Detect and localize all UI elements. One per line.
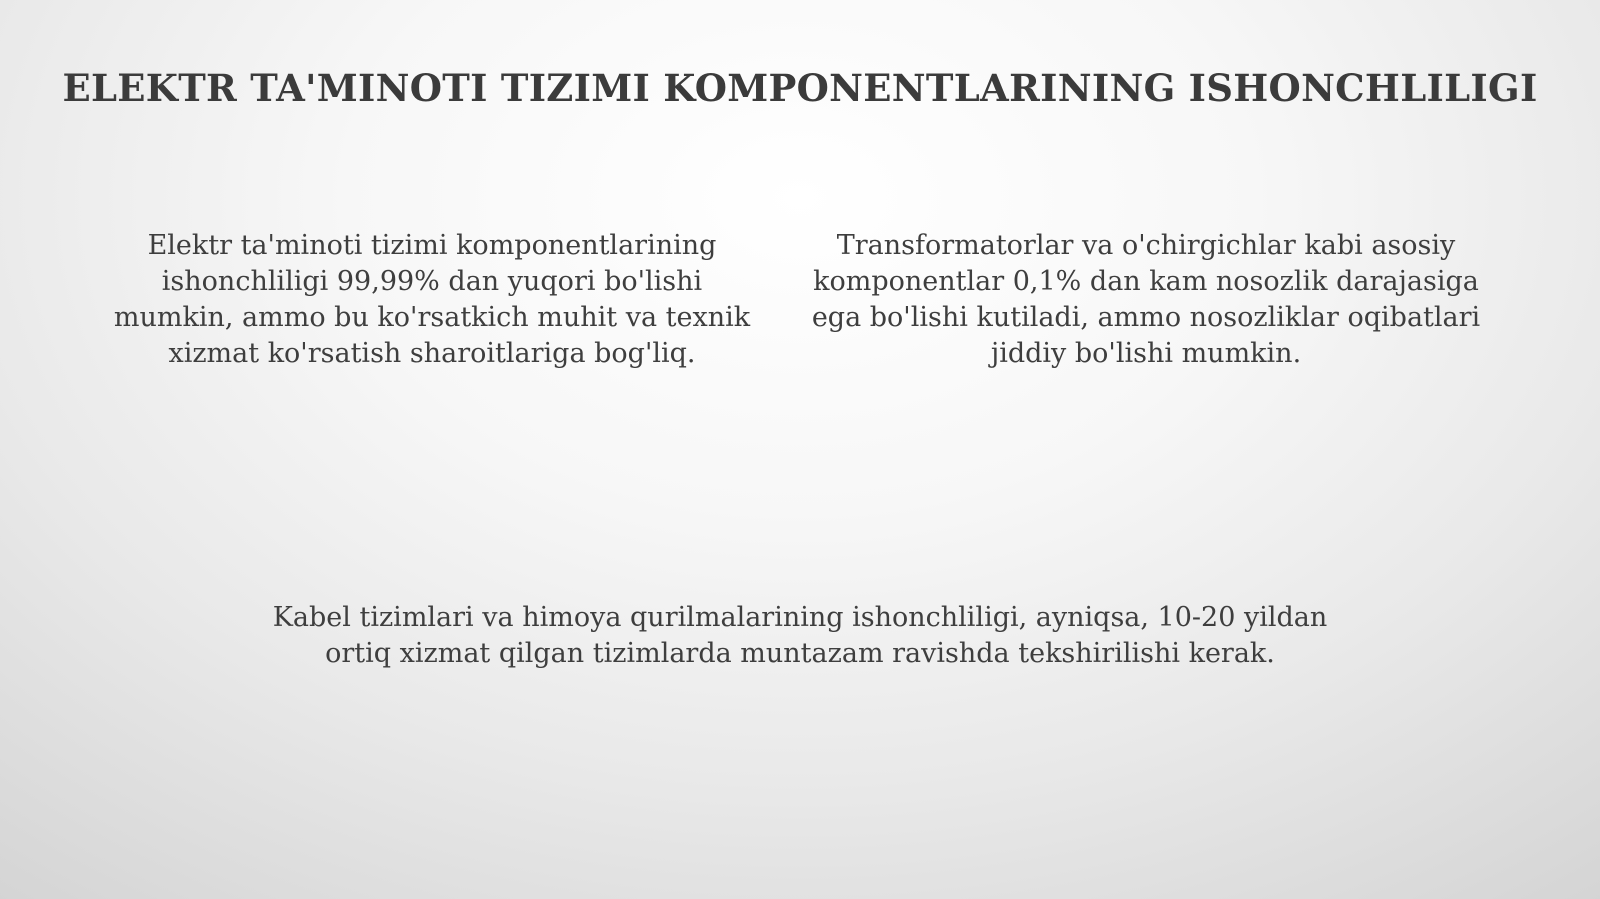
paragraph-reliability-overview: Elektr ta'minoti tizimi komponentlarining ishonchliligi 99,99% dan yuqori bo'lishi mumkin, ammo bu ko'rsatkich muhit va texnik xizmat ko'rsatish sharoitlariga bog'liq. — [113, 230, 751, 369]
slide-title: ELEKTR TA'MINOTI TIZIMI KOMPONENTLARINING ISHONCHLILIGI — [62, 66, 1538, 110]
paragraph-cable-systems: Kabel tizimlari va himoya qurilmalarining ishonchliligi, ayniqsa, 10-20 yildan ortiq xizmat qilgan tizimlarda muntazam ravishda tekshirilishi kerak. — [272, 602, 1328, 669]
paragraph-main-components: Transformatorlar va o'chirgichlar kabi asosiy komponentlar 0,1% dan kam nosozlik darajasiga ega bo'lishi kutiladi, ammo nosozliklar oqibatlari jiddiy bo'lishi mumkin. — [811, 230, 1481, 369]
